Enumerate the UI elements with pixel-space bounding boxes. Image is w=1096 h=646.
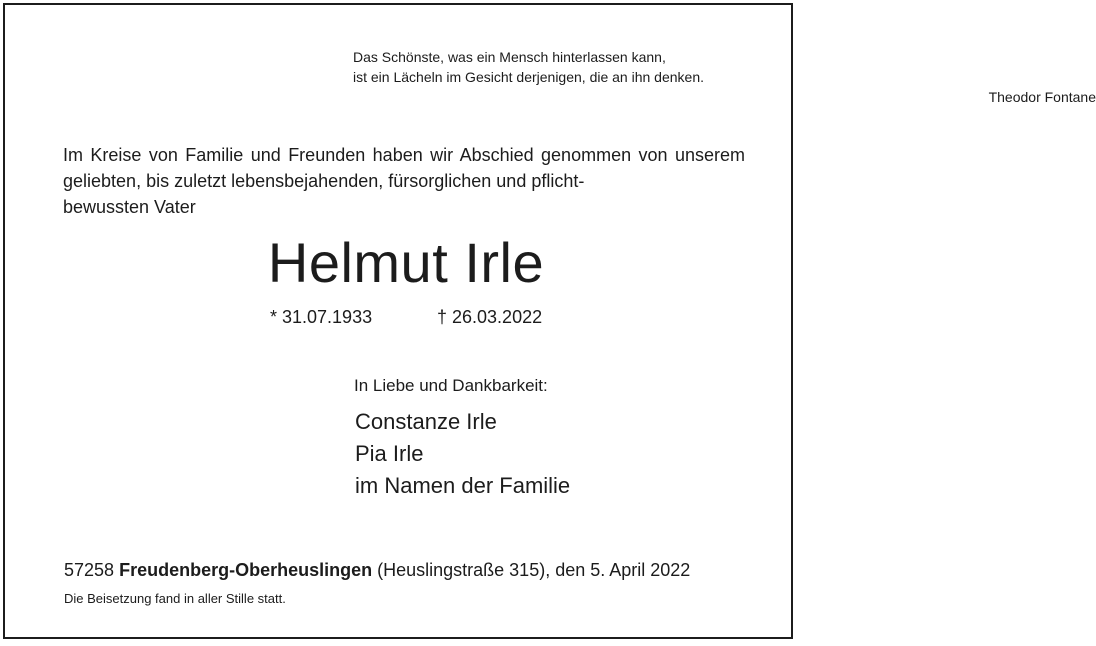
deceased-name: Helmut Irle [267,231,545,294]
postcode: 57258 [64,560,115,580]
funeral-note: Die Beisetzung fand in aller Stille statt. [64,591,286,606]
place-name: Freudenberg-Oberheuslingen [119,560,373,580]
birth-date: * 31.07.1933 [270,307,373,327]
thanks-line: In Liebe und Dankbarkeit: [354,376,548,395]
obituary-notice [3,3,1096,639]
quote-line-1: Das Schönste, was ein Mensch hinterlassen kann, [353,49,666,65]
signer-family: im Namen der Familie [355,473,571,498]
quote-author: Theodor Fontane [988,89,1096,105]
signers-list [355,406,570,502]
signer-name: Constanze Irle [355,409,497,434]
quote-block [353,47,1096,105]
intro-text [63,142,745,220]
signer-name: Pia Irle [355,441,424,466]
address-and-date: (Heuslingstraße 315), den 5. April 2022 [377,560,691,580]
footer-address [64,558,690,582]
intro-text-content: Im Kreise von Familie und Freunden haben wir Abschied genommen von unserem geliebten, bis zuletzt lebensbejahenden, fürsorglichen und pflicht- bewussten Vater [63,145,745,217]
quote-line-2: ist ein Lächeln im Gesicht derjenigen, die an ihn denken. [353,69,704,85]
death-date: † 26.03.2022 [437,307,543,327]
